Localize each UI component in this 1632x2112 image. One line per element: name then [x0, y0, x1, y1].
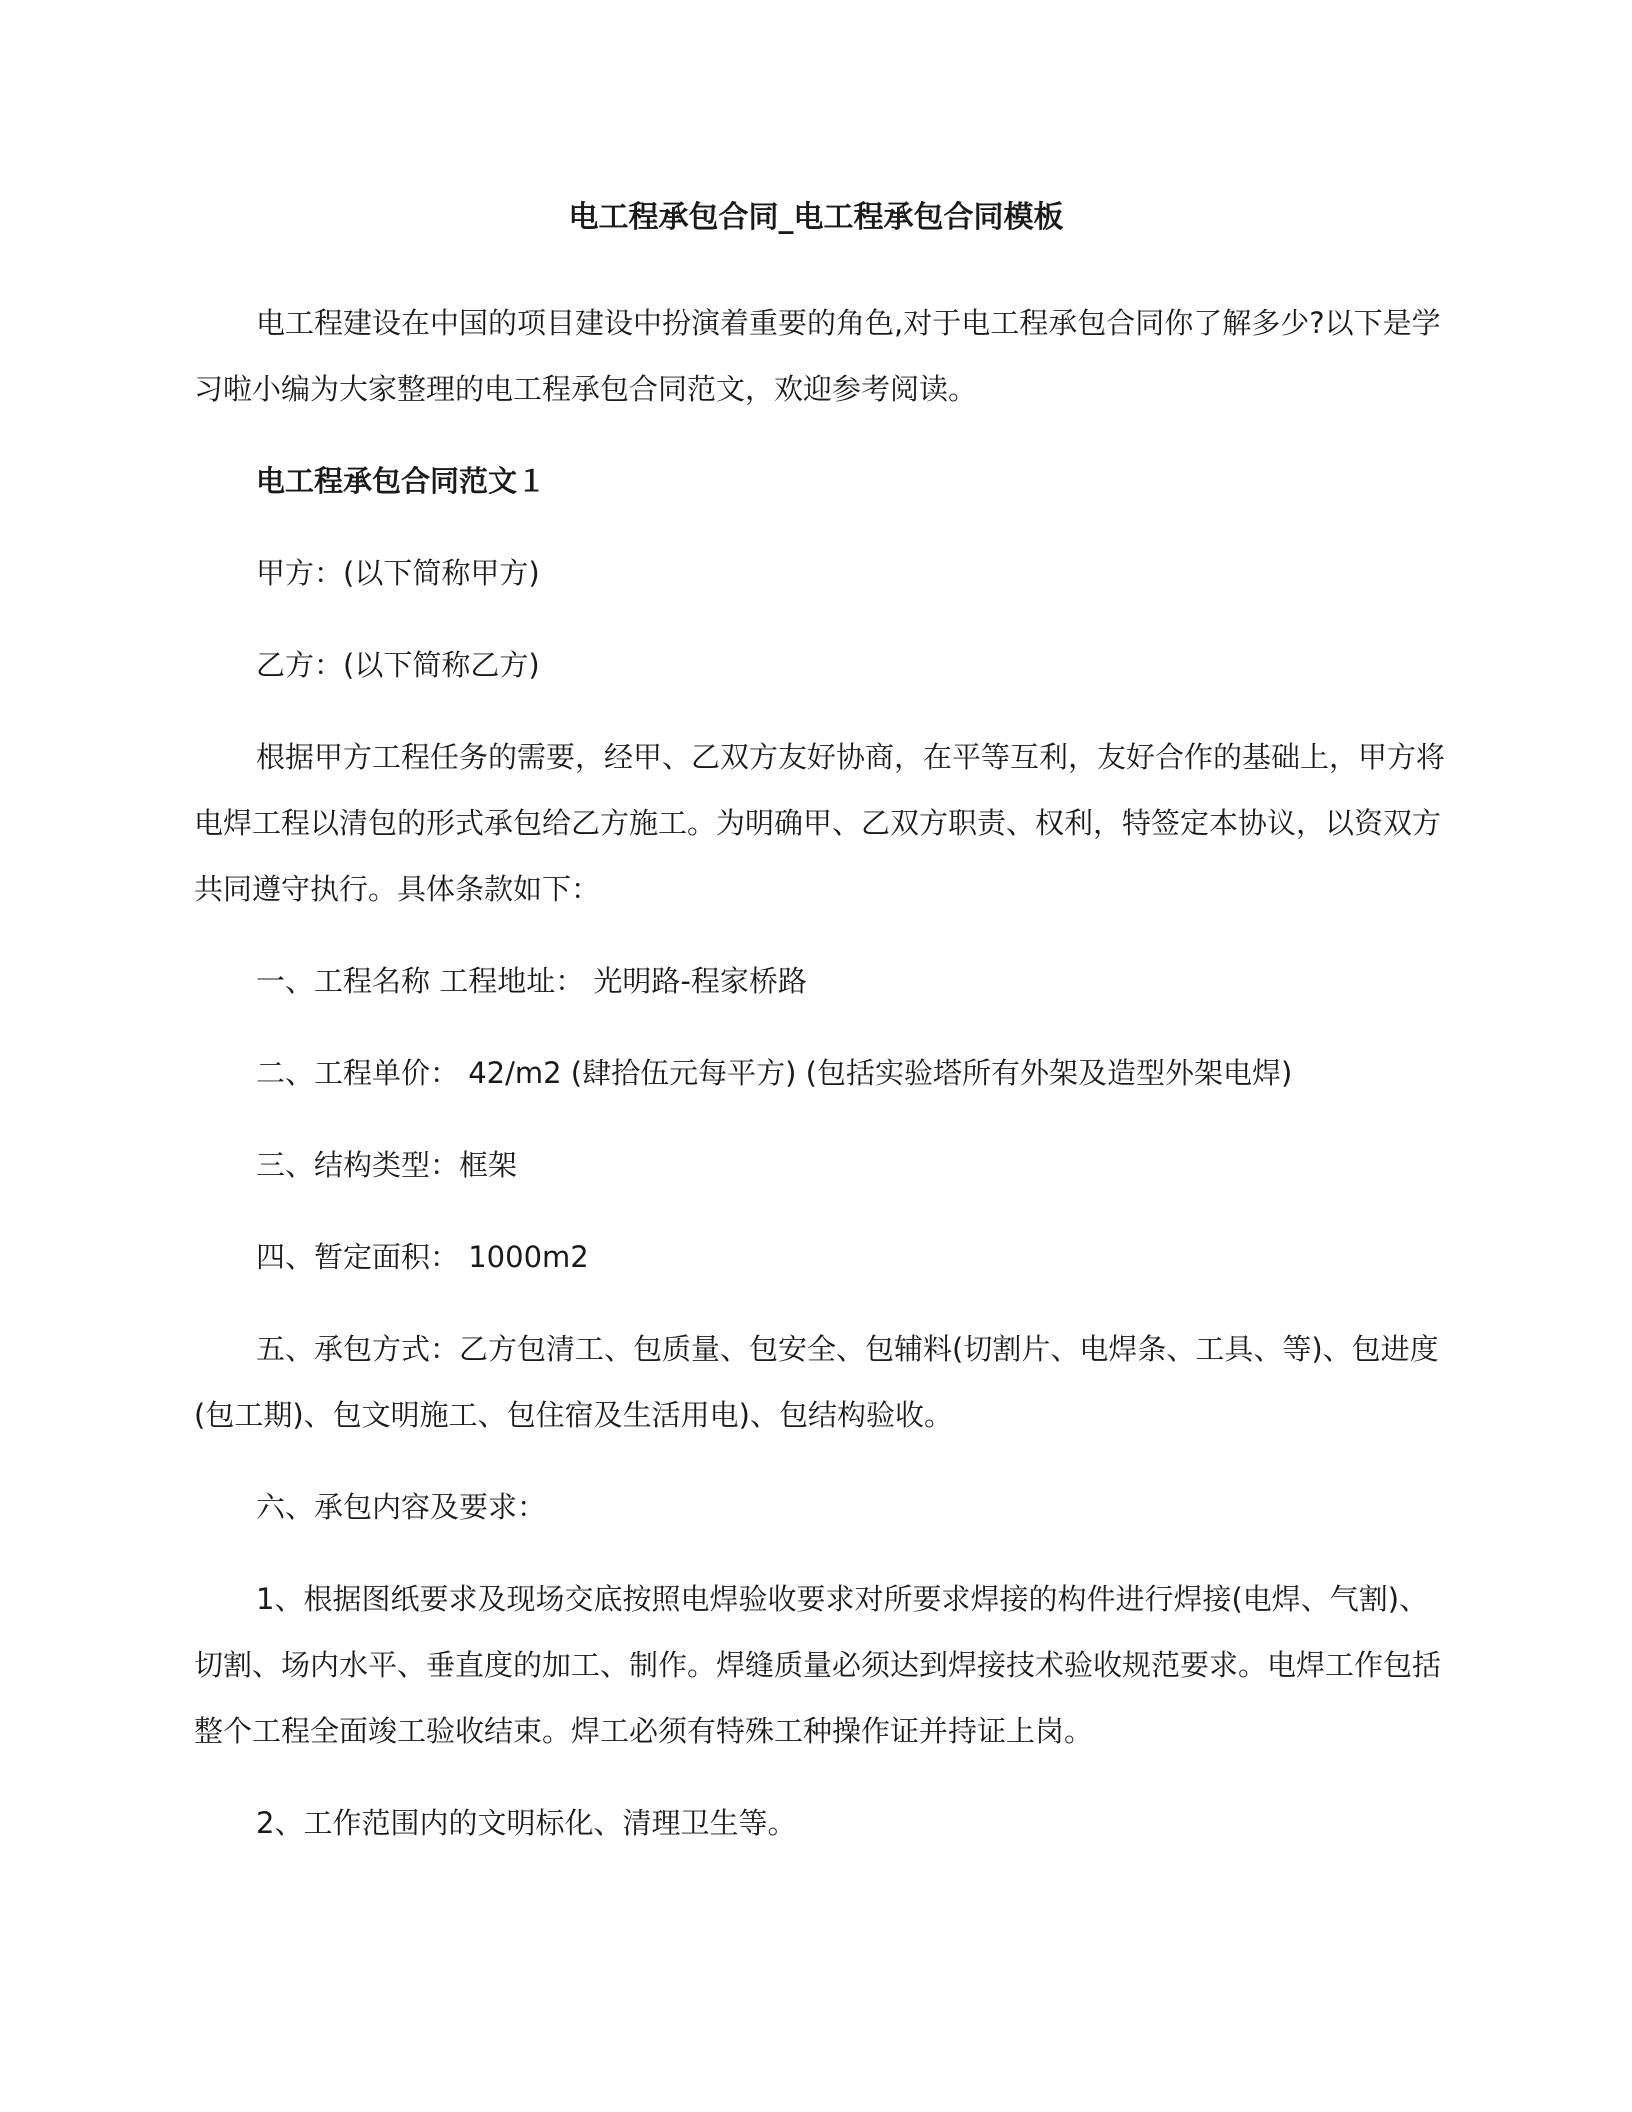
- document-title: 电工程承包合同_电工程承包合同模板: [568, 200, 1064, 235]
- intro-paragraph: 电工程建设在中国的项目建设中扮演着重要的角色,对于电工程承包合同你了解多少?以下是学习啦小编为大家整理的电工程承包合同范文，欢迎参考阅读。: [194, 306, 1441, 406]
- clause-5: 五、承包方式：乙方包清工、包质量、包安全、包辅料(切割片、电焊条、工具、等)、包进度(包工期)、包文明施工、包住宿及生活用电)、包结构验收。: [194, 1332, 1439, 1432]
- agreement-paragraph: 根据甲方工程任务的需要，经甲、乙双方友好协商，在平等互利，友好合作的基础上，甲方将 电焊工程以清包的形式承包给乙方施工。为明确甲、乙双方职责、权利，特签定本协议，以资双方共同遵守执行。具体条款如下：: [194, 740, 1446, 906]
- party-b-line: 乙方：(以下简称乙方): [256, 648, 540, 682]
- clause-2: 二、工程单价： 42/m2 (肆拾伍元每平方) (包括实验塔所有外架及造型外架电焊): [256, 1056, 1293, 1090]
- clause-1: 一、工程名称 工程地址： 光明路-程家桥路: [256, 964, 807, 998]
- section-heading: 电工程承包合同范文１: [256, 464, 547, 498]
- party-a-line: 甲方：(以下简称甲方): [256, 556, 540, 590]
- clause-4: 四、暂定面积： 1000m2: [256, 1240, 589, 1274]
- document-body: [194, 290, 1450, 1882]
- requirement-1: 1、根据图纸要求及现场交底按照电焊验收要求对所要求焊接的构件进行焊接(电焊、气割)、切割、场内水平、垂直度的加工、制作。焊缝质量必须达到焊接技术验收规范要求。电焊工作包括整个工程全面竣工验收结束。焊工必须有特殊工种操作证并持证上岗。: [194, 1582, 1442, 1748]
- requirement-2: 2、工作范围内的文明标化、清理卫生等。: [256, 1806, 797, 1840]
- clause-3: 三、结构类型：框架: [256, 1148, 518, 1182]
- clause-6: 六、承包内容及要求：: [256, 1490, 547, 1524]
